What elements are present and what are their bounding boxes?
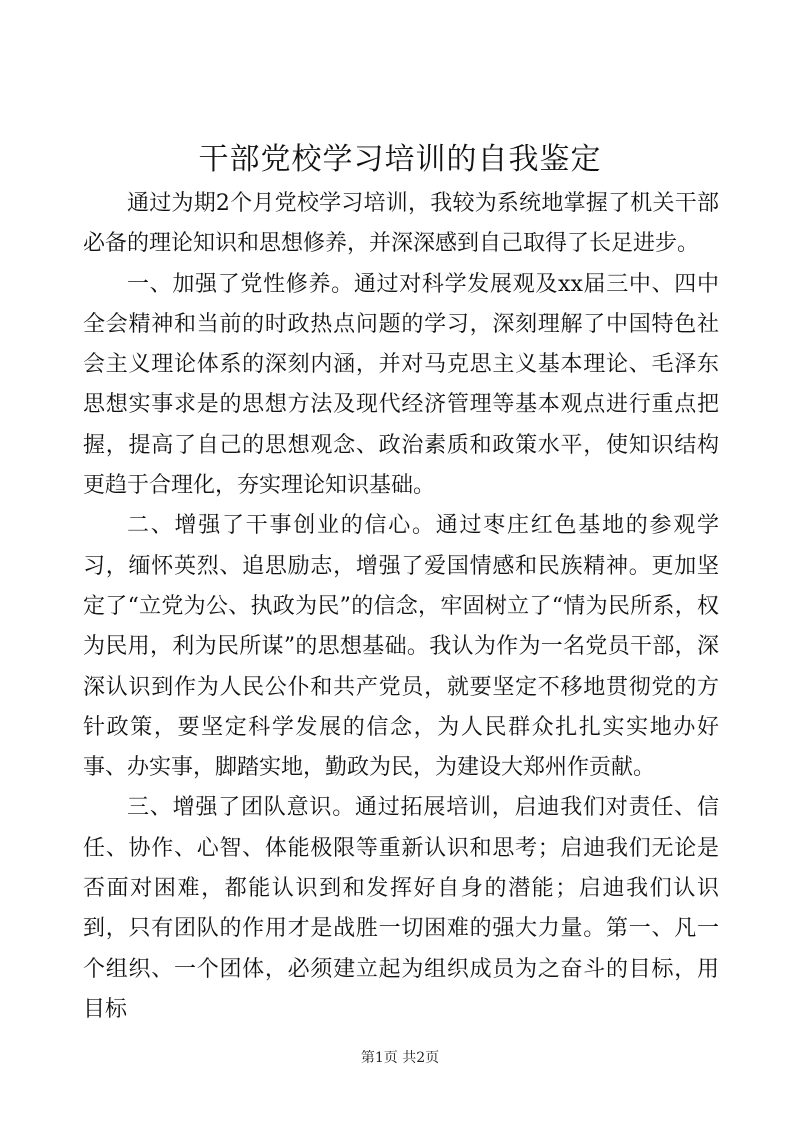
page-footer: 第1页 共2页 xyxy=(360,1050,440,1066)
paragraph-confidence: 二、增强了干事创业的信心。通过枣庄红色基地的参观学习，缅怀英烈、追思励志，增强了爱国情感和民族精神。更加坚定了“立党为公、执政为民”的信念，牢固树立了“情为民所系，权为民用，利为民所谋”的思想基础。我认为作为一名党员干部，深深认识到作为人民公仆和共产党员，就要坚定不移地贯彻党的方针政策，要坚定科学发展的信念，为人民群众扎扎实实地办好事、办实事，脚踏实地，勤政为民，为建设大郑州作贡献。 xyxy=(83,513,719,781)
paragraph-party-spirit: 一、加强了党性修养。通过对科学发展观及xx届三中、四中全会精神和当前的时政热点问题的学习，深刻理解了中国特色社会主义理论体系的深刻内涵，并对马克思主义基本理论、毛泽东思想实事求是的思想方法及现代经济管理等基本观点进行重点把握，提高了自己的思想观念、政治素质和政策水平，使知识结构更趋于合理化，夯实理论知识基础。 xyxy=(83,271,719,499)
paragraph-intro: 通过为期2个月党校学习培训，我较为系统地掌握了机关干部必备的理论知识和思想修养，并深深感到自己取得了长足进步。 xyxy=(83,191,719,257)
document-body xyxy=(83,184,719,1030)
paragraph-team-awareness: 三、增强了团队意识。通过拓展培训，启迪我们对责任、信任、协作、心智、体能极限等重新认识和思考；启迪我们无论是否面对困难，都能认识到和发挥好自身的潜能；启迪我们认识到，只有团队的作用才是战胜一切困难的强大力量。第一、凡一个组织、一个团体，必须建立起为组织成员为之奋斗的目标，用目标 xyxy=(83,795,719,1022)
document-title: 干部党校学习培训的自我鉴定 xyxy=(198,142,602,177)
